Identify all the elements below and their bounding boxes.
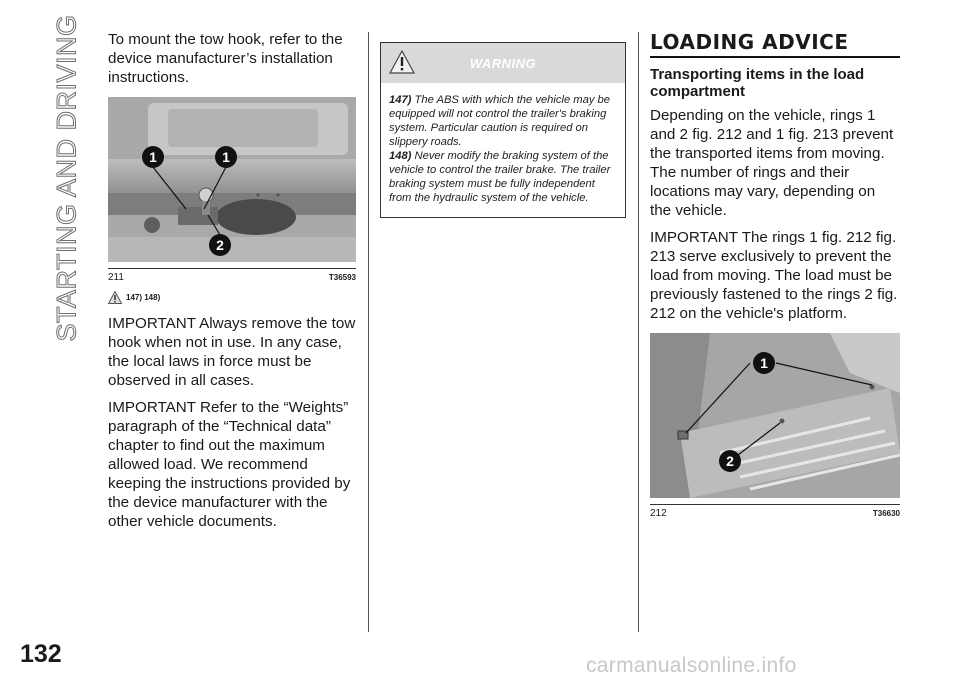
warning-reference: 147) 148) (108, 291, 356, 304)
callout-1 (753, 352, 775, 374)
callout-1-left (142, 146, 164, 168)
figure-code: T36593 (328, 273, 356, 282)
column-divider (368, 32, 369, 632)
paragraph: Depending on the vehicle, rings 1 and 2 fig. 212 and 1 fig. 213 prevent the transported items from moving. The number of rings and their locations may vary, depending on the vehicle. (650, 107, 894, 219)
warning-triangle-icon (108, 291, 122, 304)
column-middle (380, 42, 626, 218)
warning-triangle-icon (389, 50, 415, 74)
sub-title: Transporting items in the load compartment (650, 66, 865, 100)
warning-body (381, 83, 625, 217)
column-left (108, 30, 356, 531)
warning-box (380, 42, 626, 218)
page-number: 132 (20, 640, 62, 668)
callout-2 (209, 234, 231, 256)
section-side-title: STARTING AND DRIVING (51, 14, 82, 342)
paragraph: IMPORTANT The rings 1 fig. 212 fig. 213 serve exclusively to prevent the load from moving. The load must be previously fastened to the rings 2 fig. 212 on the vehicle's platform. (650, 229, 898, 322)
figure-caption (650, 504, 900, 519)
watermark: carmanualsonline.info (586, 654, 797, 677)
figure-number: 212 (650, 508, 667, 519)
tow-hook-illustration (108, 97, 356, 262)
warning-title: WARNING (469, 55, 537, 71)
figure-212 (650, 333, 900, 519)
figure-caption (108, 268, 356, 283)
warning-item: 148) Never modify the braking system of the vehicle to control the trailer brake. The trailer braking system must be fully independent from the hydraulic system of the vehicle. (389, 150, 611, 204)
column-divider (638, 32, 639, 632)
figure-code: T36630 (872, 509, 900, 518)
paragraph: IMPORTANT Always remove the tow hook when not in use. In any case, the local laws in force must be observed in all cases. (108, 315, 356, 389)
figure-number: 211 (108, 272, 124, 283)
warning-item: 147) The ABS with which the vehicle may be equipped will not control the trailer's braking system. Particular caution is required on slippery roads. (389, 94, 610, 148)
svg-text:1: 1 (760, 355, 768, 371)
figure-211 (108, 97, 356, 283)
svg-text:1: 1 (149, 149, 157, 165)
column-right (650, 30, 900, 519)
paragraph: To mount the tow hook, refer to the device manufacturer’s installation instructions. (108, 31, 343, 86)
svg-text:2: 2 (216, 237, 224, 253)
callout-1-right (215, 146, 237, 168)
paragraph: IMPORTANT Refer to the “Weights” paragraph of the “Technical data” chapter to find out the maximum allowed load. We recommend keeping the instructions provided by the device manufacturer with the other vehicle documents. (108, 399, 351, 530)
svg-text:2: 2 (726, 453, 734, 469)
warning-header (381, 43, 625, 83)
section-title: LOADING ADVICE (650, 30, 900, 58)
load-rings-illustration (650, 333, 900, 498)
svg-text:1: 1 (222, 149, 230, 165)
callout-2 (719, 450, 741, 472)
